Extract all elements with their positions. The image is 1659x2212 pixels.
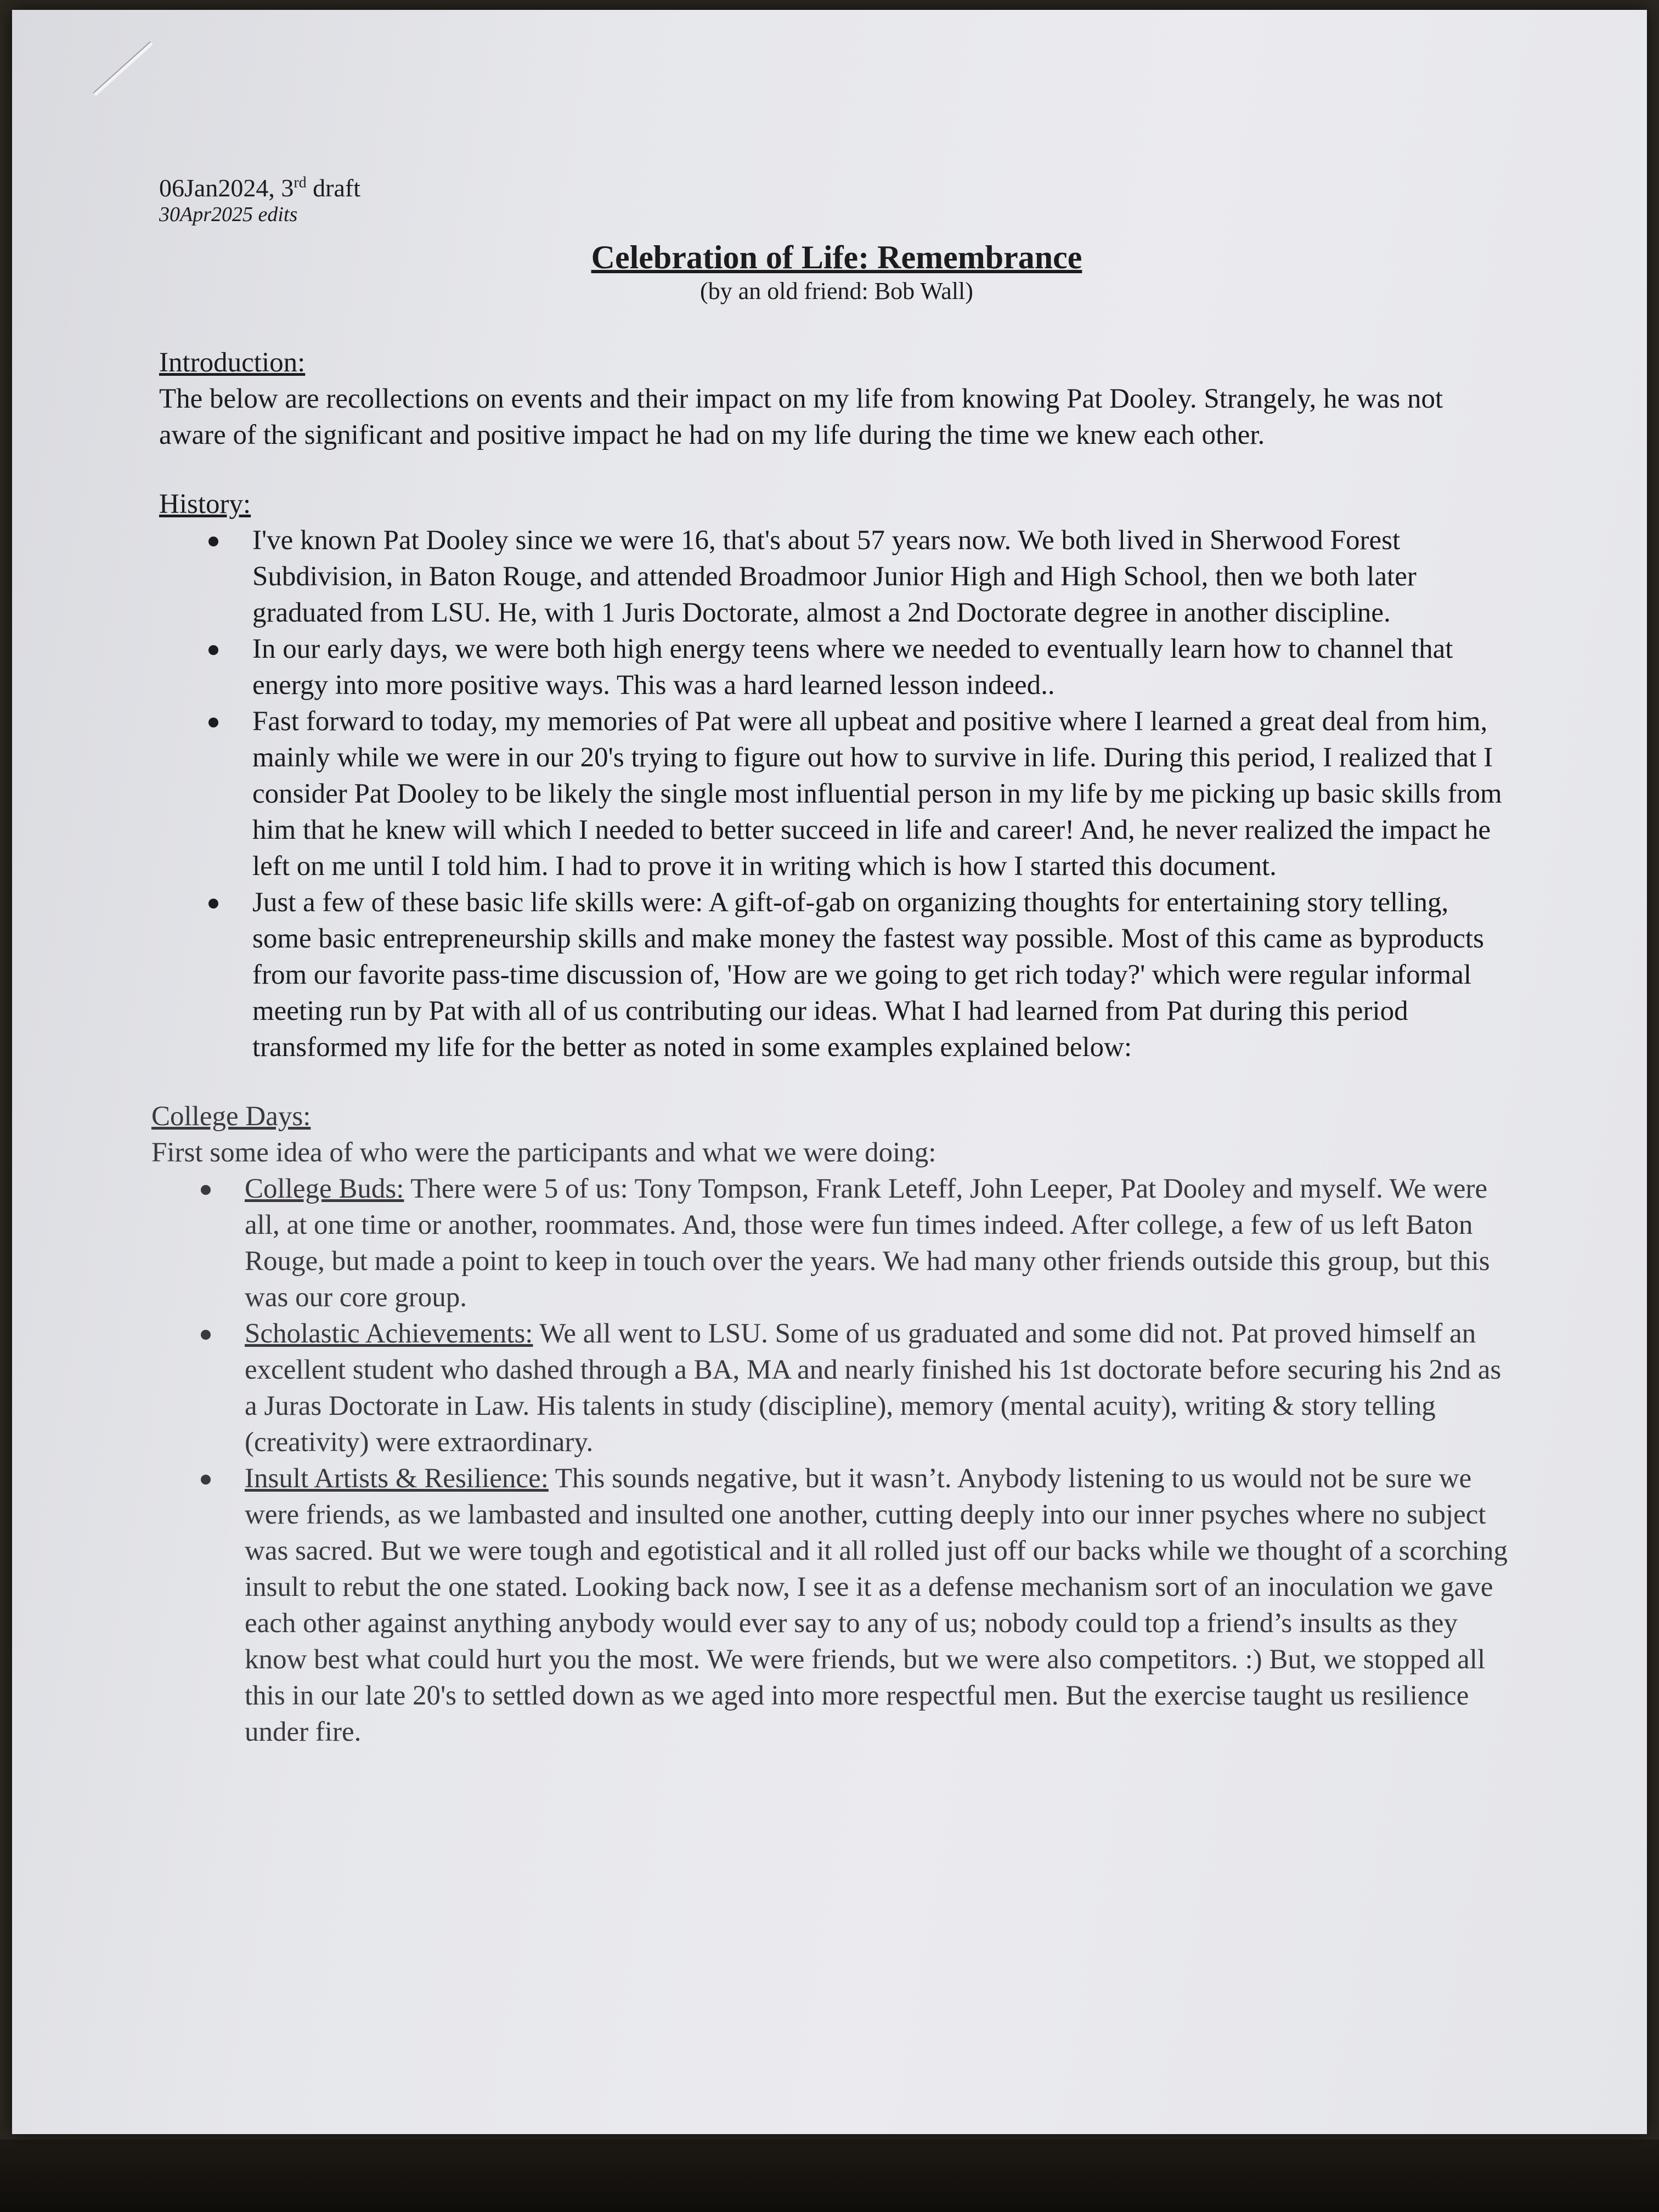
edits-date: 30Apr2025 edits <box>159 203 298 226</box>
document-body <box>151 174 1514 1750</box>
college-bullet <box>245 1171 1514 1316</box>
history-bullet: I've known Pat Dooley since we were 16, that's about 57 years now. We both lived in Sherwood Forest Subdivision, in Baton Rouge, and attended Broadmoor Junior High and High School, then we both later graduated from LSU. He, with 1 Juris Doctorate, almost a 2nd Doctorate degree in another discipline. <box>252 522 1514 631</box>
history-bullet: In our early days, we were both high energy teens where we needed to eventually learn how to channel that energy into more positive ways. This was a hard learned lesson indeed.. <box>252 631 1514 703</box>
intro-paragraph: The below are recollections on events and their impact on my life from knowing Pat Dooley. Strangely, he was not aware of the significant and positive impact he had on my life during the time we knew each other. <box>159 383 1443 450</box>
college-heading: College Days: <box>151 1101 311 1132</box>
history-heading: History: <box>159 489 251 520</box>
intro-heading: Introduction: <box>159 347 306 378</box>
history-bullet: Just a few of these basic life skills were: A gift-of-gab on organizing thoughts for entertaining story telling, some basic entrepreneurship skills and make money the fastest way possible. Most of this came as byproducts from our favorite pass-time discussion of, 'How are we going to get rich today?' which were regular informal meeting run by Pat with all of us contributing our ideas. What I had learned from Pat during this period transformed my life for the better as noted in some examples explained below: <box>252 884 1514 1065</box>
history-bullet: Fast forward to today, my memories of Pat were all upbeat and positive where I learned a great deal from him, mainly while we were in our 20's trying to figure out how to survive in life. During this period, I realized that I consider Pat Dooley to be likely the single most influential person in my life by me picking up basic skills from him that he knew will which I needed to better succeed in life and career! And, he never realized the impact he left on me until I told him. I had to prove it in writing which is how I started this document. <box>252 703 1514 884</box>
bullet-text: There were 5 of us: Tony Tompson, Frank Leteff, John Leeper, Pat Dooley and myself. We were all, at one time or another, roommates. And, those were fun times indeed. After college, a few of us left Baton Rouge, but made a point to keep in touch over the years. We had many other friends outside this group, but this was our core group. <box>245 1173 1490 1313</box>
college-list <box>151 1171 1514 1750</box>
draft-label: draft <box>306 174 360 202</box>
college-bullet <box>245 1460 1514 1750</box>
bullet-text: This sounds negative, but it wasn’t. Anybody listening to us would not be sure we were friends, as we lambasted and insulted one another, cutting deeply into our inner psyches where no subject was sacred. But we were tough and egotistical and it all rolled just off our backs while we thought of a scorching insult to rebut the one stated. Looking back now, I see it as a defense mechanism sort of an inoculation we gave each other against anything anybody would ever say to any of us; nobody could top a friend’s insults as they know best what could hurt you the most. We were friends, but we were also competitors. :) But, we stopped all this in our late 20's to settled down as we aged into more respectful men. But the exercise taught us resilience under fire. <box>245 1463 1508 1747</box>
draft-date: 06Jan2024, 3 <box>159 174 294 202</box>
page-subtitle: (by an old friend: Bob Wall) <box>700 278 973 304</box>
college-section <box>151 1098 1514 1750</box>
bullet-lead: Insult Artists & Resilience: <box>245 1463 549 1494</box>
draft-ordinal: rd <box>294 174 307 191</box>
draft-date-line <box>159 174 1514 202</box>
history-list <box>159 522 1514 1065</box>
desk-surface <box>0 2140 1659 2212</box>
college-intro: First some idea of who were the participants and what we were doing: <box>151 1137 936 1168</box>
bullet-text: We all went to LSU. Some of us graduated and some did not. Pat proved himself an excellent student who dashed through a BA, MA and nearly finished his 1st doctorate before securing his 2nd as a Juras Doctorate in Law. His talents in study (discipline), memory (mental acuity), writing & story telling (creativity) were extraordinary. <box>245 1318 1502 1458</box>
page-title: Celebration of Life: Remembrance <box>591 239 1082 275</box>
college-bullet <box>245 1316 1514 1460</box>
bullet-lead: College Buds: <box>245 1173 404 1204</box>
paper-sheet <box>12 10 1647 2134</box>
bullet-lead: Scholastic Achievements: <box>245 1318 533 1349</box>
staple-mark <box>93 41 153 96</box>
